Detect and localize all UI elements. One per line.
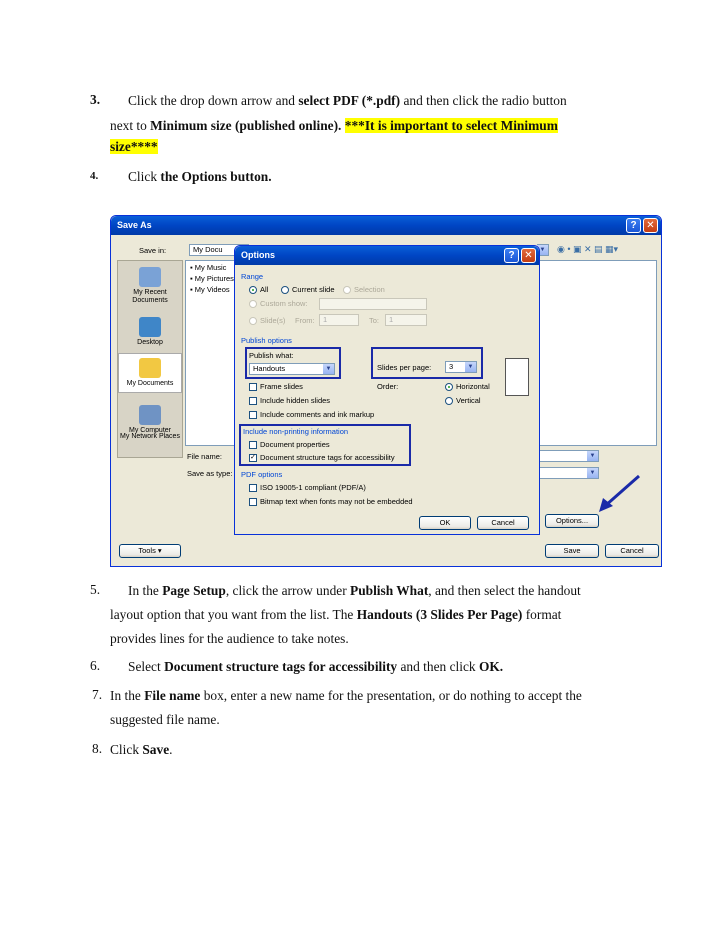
save-as-type-dropdown[interactable] <box>539 467 599 479</box>
publish-options-label: Publish options <box>241 336 292 345</box>
step-4-number: 4. <box>90 170 99 182</box>
step-5-line-2 <box>110 606 561 624</box>
options-dialog <box>234 245 540 535</box>
help-icon[interactable]: ? <box>504 248 519 263</box>
place-label: Desktop <box>137 339 163 346</box>
desktop-icon <box>139 317 161 337</box>
chevron-down-icon: ▼ <box>537 245 548 255</box>
clock-icon <box>139 267 161 287</box>
t: and then click <box>397 659 479 674</box>
range-group-label: Range <box>241 272 264 281</box>
step-5-line-1 <box>128 582 581 600</box>
t: layout option that you want from the list. The <box>110 607 357 622</box>
file-item[interactable]: ▪ My Videos <box>190 285 230 294</box>
t: Click the drop down arrow and <box>128 93 299 108</box>
step-3-line-1 <box>128 92 567 110</box>
toolbar-icons[interactable]: ◉ • ▣ ✕ ▤ ▦▾ <box>557 244 619 254</box>
include-hidden-label: Include hidden slides <box>260 396 331 405</box>
t: select PDF (*.pdf) <box>298 93 401 108</box>
file-item[interactable]: ▪ My Pictures <box>190 274 234 283</box>
bitmap-checkbox[interactable] <box>249 498 257 506</box>
doc-tags-checkbox[interactable]: ✓ <box>250 454 256 461</box>
annotation-arrow-icon <box>595 472 645 514</box>
range-custom-radio[interactable] <box>249 300 257 308</box>
ok-button[interactable]: OK <box>419 516 471 530</box>
file-label: My Music <box>194 263 227 272</box>
custom-show-label: Custom show: <box>260 299 308 308</box>
t: Publish What <box>350 583 429 598</box>
file-label: My Pictures <box>194 274 234 283</box>
computer-icon <box>139 405 161 425</box>
slides-per-page-value: 3 <box>449 362 454 371</box>
publish-what-value: Handouts <box>253 364 286 373</box>
horizontal-radio[interactable] <box>445 383 453 391</box>
from-input[interactable]: 1 <box>319 314 359 326</box>
place-recent[interactable] <box>120 267 180 305</box>
t: File name <box>144 688 201 703</box>
chevron-down-icon: ▼ <box>465 362 476 372</box>
file-label: My Videos <box>194 285 230 294</box>
t: Minimum size (published online). <box>150 118 342 133</box>
t: format <box>522 607 562 622</box>
step-5-line-3: provides lines for the audience to take notes. <box>110 631 349 646</box>
t: the Options button. <box>160 169 272 184</box>
range-all-radio[interactable] <box>249 286 257 294</box>
horizontal-label: Horizontal <box>456 382 490 391</box>
place-network[interactable] <box>120 433 180 441</box>
place-label: My Documents <box>126 380 174 387</box>
step-8-number: 8. <box>92 741 103 756</box>
doc-properties-label: Document properties <box>260 440 330 449</box>
save-as-screenshot <box>110 215 662 567</box>
custom-show-dropdown[interactable] <box>319 298 427 310</box>
t: box, enter a new name for the presentation, or do nothing to accept the <box>200 688 582 703</box>
t: Handouts (3 Slides Per Page) <box>356 607 523 622</box>
save-as-title: Save As <box>111 216 661 235</box>
frame-slides-label: Frame slides <box>260 382 303 391</box>
cancel-button[interactable]: Cancel <box>605 544 659 558</box>
slides-label: Slide(s) <box>260 316 286 325</box>
save-button[interactable]: Save <box>545 544 599 558</box>
range-selection-label: Selection <box>354 285 385 294</box>
step-3-number: 3. <box>90 92 101 107</box>
range-slides-radio[interactable] <box>249 317 257 325</box>
step-7-number: 7. <box>92 687 103 702</box>
to-input[interactable]: 1 <box>385 314 427 326</box>
places-bar <box>117 260 183 458</box>
t: In the <box>110 688 145 703</box>
include-comments-label: Include comments and ink markup <box>260 410 375 419</box>
t: Click <box>110 742 143 757</box>
range-selection-radio[interactable] <box>343 286 351 294</box>
annotation-box-publish-what <box>245 347 341 379</box>
save-in-label: Save in: <box>139 246 167 255</box>
step-6-number: 6. <box>90 658 101 673</box>
t: , click the arrow under <box>225 583 351 598</box>
annotation-box-slides-per-page <box>371 347 483 379</box>
range-all-label: All <box>260 285 269 294</box>
save-as-type-label: Save as type: <box>187 469 233 478</box>
doc-properties-checkbox[interactable] <box>249 441 257 449</box>
range-current-label: Current slide <box>292 285 335 294</box>
t: Click <box>128 169 161 184</box>
t: next to <box>110 118 151 133</box>
step-3-line-3 <box>110 138 158 156</box>
save-in-value: My Docu <box>193 245 223 254</box>
order-label: Order: <box>377 382 399 391</box>
t: Page Setup <box>162 583 226 598</box>
place-my-documents[interactable] <box>118 353 182 393</box>
place-my-computer[interactable] <box>120 405 180 435</box>
chevron-down-icon: ▼ <box>323 364 334 374</box>
to-label: To: <box>369 316 380 325</box>
place-desktop[interactable] <box>120 317 180 347</box>
t: Select <box>128 659 165 674</box>
place-label: My Network Places <box>120 433 180 440</box>
t: OK. <box>478 659 504 674</box>
pdf-options-label: PDF options <box>241 470 283 479</box>
vertical-label: Vertical <box>456 396 481 405</box>
handout-preview-icon <box>505 358 529 396</box>
file-name-input[interactable] <box>539 450 599 462</box>
close-icon[interactable]: ✕ <box>643 218 658 233</box>
folder-icon <box>139 358 161 378</box>
highlighted-note: ***It is important to select Minimum <box>344 118 558 133</box>
tools-button[interactable]: Tools ▾ <box>119 544 181 558</box>
help-icon[interactable]: ? <box>626 218 641 233</box>
iso-checkbox[interactable] <box>249 484 257 492</box>
t: Document structure tags for accessibility <box>164 659 398 674</box>
t: In the <box>128 583 163 598</box>
step-4-line <box>128 168 272 186</box>
close-icon[interactable]: ✕ <box>521 248 536 263</box>
chevron-down-icon: ▼ <box>587 451 598 461</box>
step-7-line-2: suggested file name. <box>110 712 220 727</box>
place-label: My Computer <box>128 427 171 434</box>
vertical-radio[interactable] <box>445 397 453 405</box>
t: Save <box>142 742 170 757</box>
include-hidden-checkbox[interactable] <box>249 397 257 405</box>
t: , and then select the handout <box>428 583 581 598</box>
from-label: From: <box>295 316 315 325</box>
frame-slides-checkbox[interactable] <box>249 383 257 391</box>
step-3-line-2 <box>110 117 558 135</box>
iso-label: ISO 19005-1 compliant (PDF/A) <box>260 483 366 492</box>
file-item[interactable]: ▪ My Music <box>190 263 227 272</box>
bitmap-label: Bitmap text when fonts may not be embedded <box>260 497 413 506</box>
step-6-line <box>128 658 503 676</box>
tools-label: Tools <box>138 546 156 555</box>
publish-what-label: Publish what: <box>249 351 294 360</box>
file-name-label: File name: <box>187 452 223 461</box>
range-current-radio[interactable] <box>281 286 289 294</box>
slides-per-page-label: Slides per page: <box>377 363 432 372</box>
doc-tags-label: Document structure tags for accessibility <box>260 453 395 462</box>
options-cancel-button[interactable]: Cancel <box>477 516 529 530</box>
step-8-line <box>110 741 173 759</box>
options-button[interactable]: Options... <box>545 514 599 528</box>
t: and then click the radio button <box>400 93 567 108</box>
nonprinting-label: Include non-printing information <box>243 427 349 436</box>
step-5-number: 5. <box>90 582 101 597</box>
options-title: Options <box>235 246 539 265</box>
highlighted-note-end: size**** <box>110 139 158 154</box>
step-7-line-1 <box>110 687 582 705</box>
include-comments-checkbox[interactable] <box>249 411 257 419</box>
place-label: My Recent Documents <box>132 289 168 304</box>
t: . <box>169 742 173 757</box>
chevron-down-icon: ▼ <box>587 468 598 478</box>
